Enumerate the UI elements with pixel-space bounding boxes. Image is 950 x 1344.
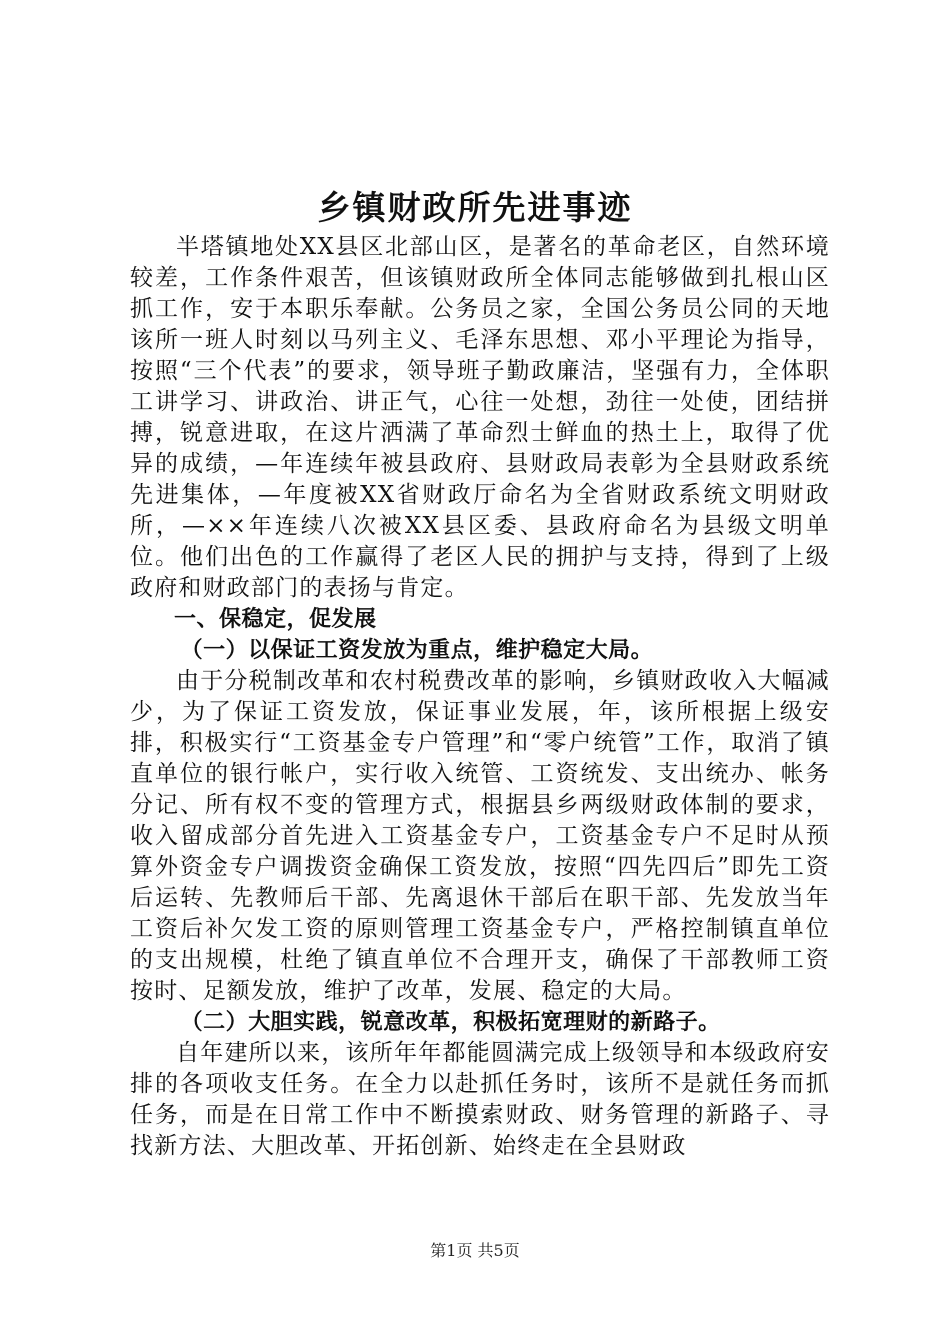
subsection-heading-2: （二）大胆实践，锐意改革，积极拓宽理财的新路子。 — [180, 1010, 721, 1035]
body-paragraph-2: 自年建所以来，该所年年都能圆满完成上级领导和本级政府安排的各项收支任务。在全力以赴抓任务时，该所不是就任务而抓任务，而是在日常工作中不断摸索财政、财务管理的新路子、寻找新方法、大胆改革、开拓创新、始终走在全县财政 — [130, 1040, 830, 1159]
intro-paragraph: 半塔镇地处XX县区北部山区，是著名的革命老区，自然环境较差，工作条件艰苦，但该镇财政所全体同志能够做到扎根山区抓工作，安于本职乐奉献。公务员之家，全国公务员公同的天地该所一班人时刻以马列主义、毛泽东思想、邓小平理论为指导，按照“三个代表”的要求，领导班子勤政廉洁，坚强有力，全体职工讲学习、讲政治、讲正气，心往一处想，劲往一处使，团结拼搏，锐意进取，在这片洒满了革命烈士鲜血的热土上，取得了优异的成绩，—年连续年被县政府、县财政局表彰为全县财政系统先进集体，—年度被XX省财政厅命名为全省财政系统文明财政所，—××年连续八次被XX县区委、县政府命名为县级文明单位。他们出色的工作赢得了老区人民的拥护与支持，得到了上级政府和财政部门的表扬与肯定。 — [130, 234, 830, 601]
subsection-heading-1: （一）以保证工资发放为重点，维护稳定大局。 — [180, 638, 654, 663]
document-title: 乡镇财政所先进事迹 — [317, 188, 633, 227]
section-heading-1: 一、保稳定，促发展 — [174, 607, 377, 632]
page-footer: 第1页 共5页 — [430, 1241, 520, 1260]
body-paragraph-1: 由于分税制改革和农村税费改革的影响，乡镇财政收入大幅减少，为了保证工资发放，保证事业发展，年，该所根据上级安排，积极实行“工资基金专户管理”和“零户统管”工作，取消了镇直单位的银行帐户，实行收入统管、工资统发、支出统办、帐务分记、所有权不变的管理方式，根据县乡两级财政体制的要求，收入留成部分首先进入工资基金专户，工资基金专户不足时从预算外资金专户调拨资金确保工资发放，按照“四先四后”即先工资后运转、先教师后干部、先离退休干部后在职干部、先发放当年工资后补欠发工资的原则管理工资基金专户，严格控制镇直单位的支出规模，杜绝了镇直单位不合理开支，确保了干部教师工资按时、足额发放，维护了改革，发展、稳定的大局。 — [130, 668, 830, 1004]
document-body — [130, 232, 830, 1162]
